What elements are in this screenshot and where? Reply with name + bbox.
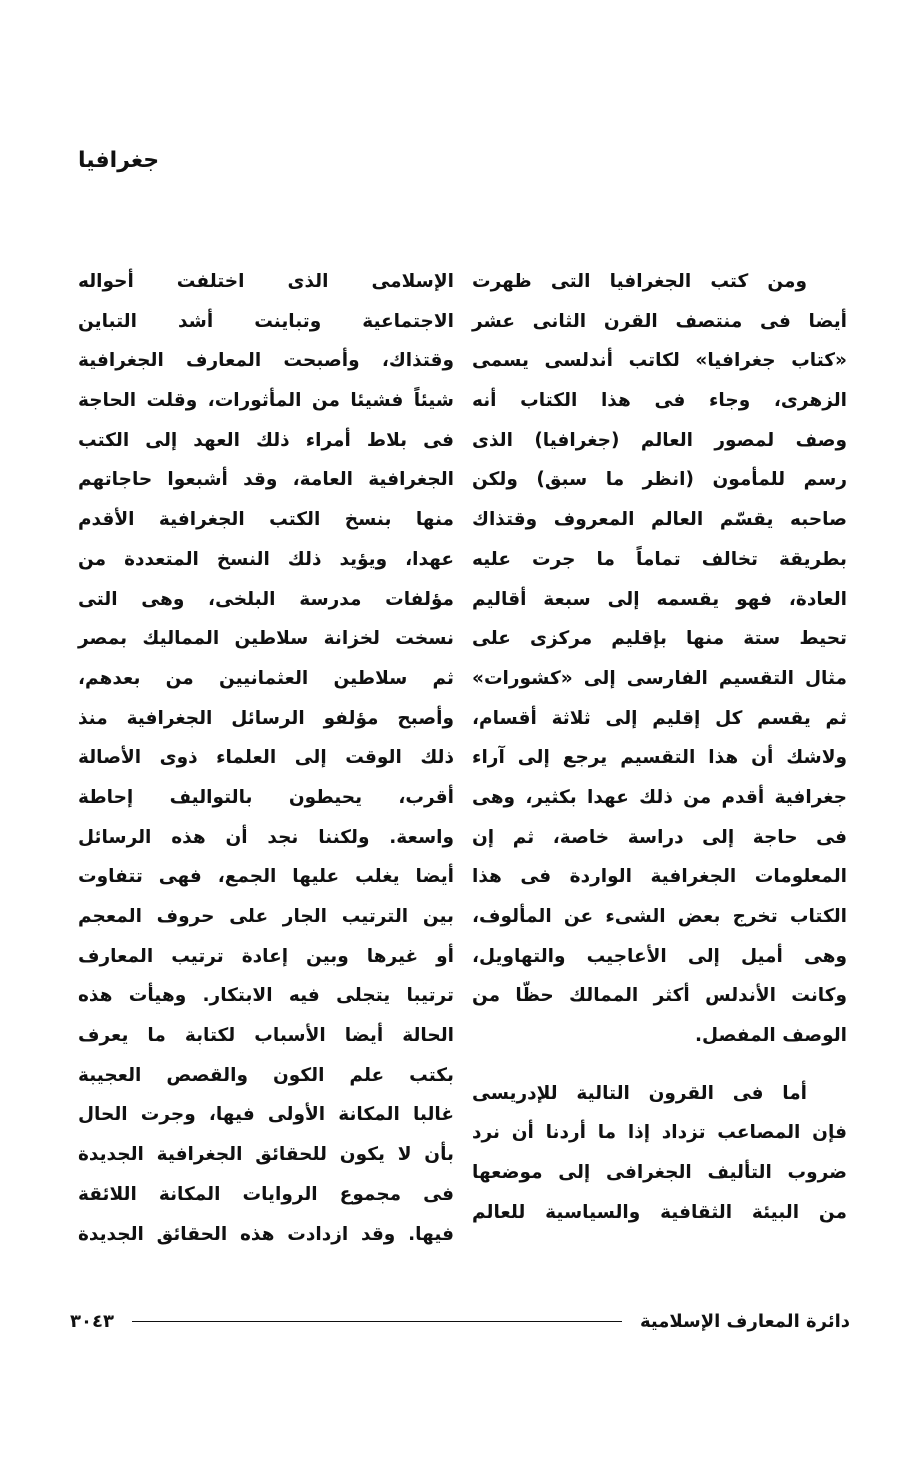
text-line: غالبا المكانة الأولى فيها، وجرت الحال <box>78 1104 454 1126</box>
text-line: فى مجموع الروايات المكانة اللائقة <box>78 1183 454 1205</box>
text-line: وأصبح مؤلفو الرسائل الجغرافية منذ <box>78 707 454 729</box>
text-line: ثم سلاطين العثمانيين من بعدهم، <box>78 667 454 689</box>
text-line: فى بلاط أمراء ذلك العهد إلى الكتب <box>78 429 454 451</box>
text-line: ضروب التأليف الجغرافى إلى موضعها <box>472 1162 847 1184</box>
text-line: جغرافية أقدم من ذلك عهدا بكثير، وهى <box>472 786 847 808</box>
text-line: بأن لا يكون للحقائق الجغرافية الجديدة <box>78 1144 454 1166</box>
text-line: العادة، فهو يقسمه إلى سبعة أقاليم <box>472 588 847 610</box>
publication-title: دائرة المعارف الإسلامية <box>639 1310 850 1332</box>
text-line: «كتاب جغرافيا» لكاتب أندلسى يسمى <box>472 350 847 372</box>
text-line: بكتب علم الكون والقصص العجيبة <box>78 1064 454 1086</box>
text-line: مؤلفات مدرسة البلخى، وهى التى <box>78 588 454 610</box>
text-line: بين الترتيب الجار على حروف المعجم <box>78 906 454 927</box>
text-line: الحالة أيضا الأسباب لكتابة ما يعرف <box>78 1025 454 1047</box>
text-line: ومن كتب الجغرافيا التى ظهرت <box>472 271 807 292</box>
text-line: الجغرافية العامة، وقد أشبعوا حاجاتهم <box>78 469 454 491</box>
right-column <box>472 262 847 1233</box>
text-line: واسعة. ولكننا نجد أن هذه الرسائل <box>78 826 454 848</box>
text-line: المعلومات الجغرافية الواردة فى هذا <box>472 866 847 888</box>
text-line: الإسلامى الذى اختلفت أحواله <box>78 271 454 292</box>
text-line: بطريقة تخالف تماماً ما جرت عليه <box>472 548 847 570</box>
text-line: ترتيبا يتجلى فيه الابتكار. وهيأت هذه <box>78 985 454 1007</box>
paragraph-gap <box>472 1056 847 1074</box>
text-line: رسم للمأمون (انظر ما سبق) ولكن <box>472 469 847 491</box>
text-line: شيئاً فشيئا من المأثورات، وقلت الحاجة <box>78 390 454 412</box>
text-line: فيها. وقد ازدادت هذه الحقائق الجديدة <box>78 1223 454 1245</box>
text-line: من البيئة الثقافية والسياسية للعالم <box>472 1201 847 1223</box>
text-line: وقتذاك، وأصبحت المعارف الجغرافية <box>78 350 454 372</box>
footer-rule <box>132 1321 622 1322</box>
page-number: ٣٠٤٣ <box>70 1310 114 1332</box>
text-line: فإن المصاعب تزداد إذا ما أردنا أن نرد <box>472 1122 847 1144</box>
text-line: أيضا فى منتصف القرن الثانى عشر <box>472 310 847 332</box>
text-line: الزهرى، وجاء فى هذا الكتاب أنه <box>472 390 847 412</box>
text-line: أقرب، يحيطون بالتواليف إحاطة <box>78 786 454 808</box>
left-column <box>78 262 454 1254</box>
text-line: الاجتماعية وتباينت أشد التباين <box>78 310 454 332</box>
text-line: وهى أميل إلى الأعاجيب والتهاويل، <box>472 945 847 967</box>
text-line: تحيط ستة منها بإقليم مركزى على <box>472 628 847 650</box>
page-footer <box>70 1306 850 1336</box>
text-line: وصف لمصور العالم (جغرافيا) الذى <box>472 429 847 451</box>
text-line: الكتاب تخرج بعض الشىء عن المألوف، <box>472 906 847 927</box>
text-line: عهدا، ويؤيد ذلك النسخ المتعددة من <box>78 548 454 570</box>
text-line: ثم يقسم كل إقليم إلى ثلاثة أقسام، <box>472 707 847 729</box>
page-header-title: جغرافيا <box>78 148 160 173</box>
text-line: أما فى القرون التالية للإدريسى <box>472 1082 807 1104</box>
text-line: ولاشك أن هذا التقسيم يرجع إلى آراء <box>472 747 847 769</box>
text-line: منها بنسخ الكتب الجغرافية الأقدم <box>78 509 454 531</box>
text-line: نسخت لخزانة سلاطين المماليك بمصر <box>78 628 454 650</box>
text-line: مثال التقسيم الفارسى إلى «كشورات» <box>472 667 847 689</box>
text-line: الوصف المفصل. <box>694 1025 847 1047</box>
text-line: أيضا يغلب عليها الجمع، فهى تتفاوت <box>78 866 454 888</box>
text-line: أو غيرها وبين إعادة ترتيب المعارف <box>78 945 454 967</box>
text-line: وكانت الأندلس أكثر الممالك حظّا من <box>472 985 847 1007</box>
text-line: صاحبه يقسّم العالم المعروف وقتذاك <box>472 509 847 531</box>
text-line: ذلك الوقت إلى العلماء ذوى الأصالة <box>78 747 454 769</box>
text-line: فى حاجة إلى دراسة خاصة، ثم إن <box>472 826 847 848</box>
